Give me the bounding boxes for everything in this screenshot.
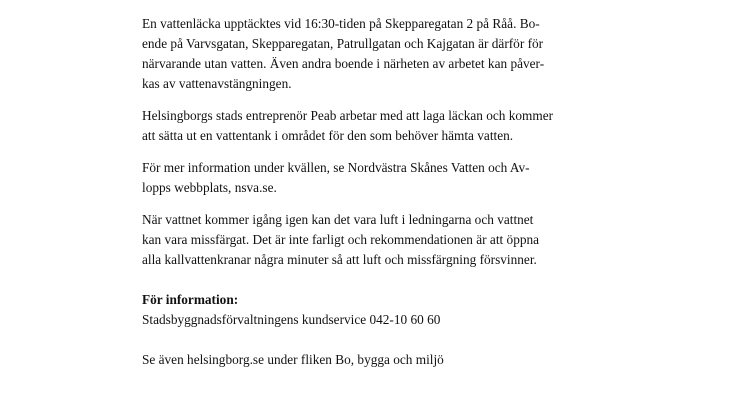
text-line: När vattnet kommer igång igen kan det vara luft i ledningarna och vattnet <box>142 212 534 227</box>
text-line: att sätta ut en vattentank i området för den som behöver hämta vatten. <box>142 128 514 143</box>
text-line: För mer information under kvällen, se Nordvästra Skånes Vatten och Av- <box>142 160 530 175</box>
paragraph-more-info <box>142 158 612 198</box>
text-line: kas av vattenavstängningen. <box>142 76 292 91</box>
text-line: En vattenläcka upptäcktes vid 16:30-tiden på Skepparegatan 2 på Råå. Bo- <box>142 16 540 31</box>
text-line: kan vara missfärgat. Det är inte farligt och rekommendationen är att öppna <box>142 232 540 247</box>
contact-line: Stadsbyggnadsförvaltningens kundservice 042-10 60 60 <box>142 312 441 327</box>
text-line: ende på Varvsgatan, Skepparegatan, Patrullgatan och Kajgatan är därför för <box>142 36 544 51</box>
paragraph-discolored-water <box>142 210 612 270</box>
press-release <box>142 14 612 370</box>
text-line: lopps webbplats, nsva.se. <box>142 180 277 195</box>
paragraph-repair <box>142 106 612 146</box>
text-line: närvarande utan vatten. Även andra boende i närheten av arbetet kan påver- <box>142 56 545 71</box>
paragraph-water-leak <box>142 14 612 94</box>
text-line: Helsingborgs stads entreprenör Peab arbetar med att laga läckan och kommer <box>142 108 554 123</box>
see-also-text: Se även helsingborg.se under fliken Bo, bygga och miljö <box>142 352 444 367</box>
contact-block <box>142 290 612 330</box>
text-line: alla kallvattenkranar några minuter så att luft och missfärgning försvinner. <box>142 252 537 267</box>
contact-heading: För information: <box>142 292 239 307</box>
see-also-note <box>142 350 612 370</box>
